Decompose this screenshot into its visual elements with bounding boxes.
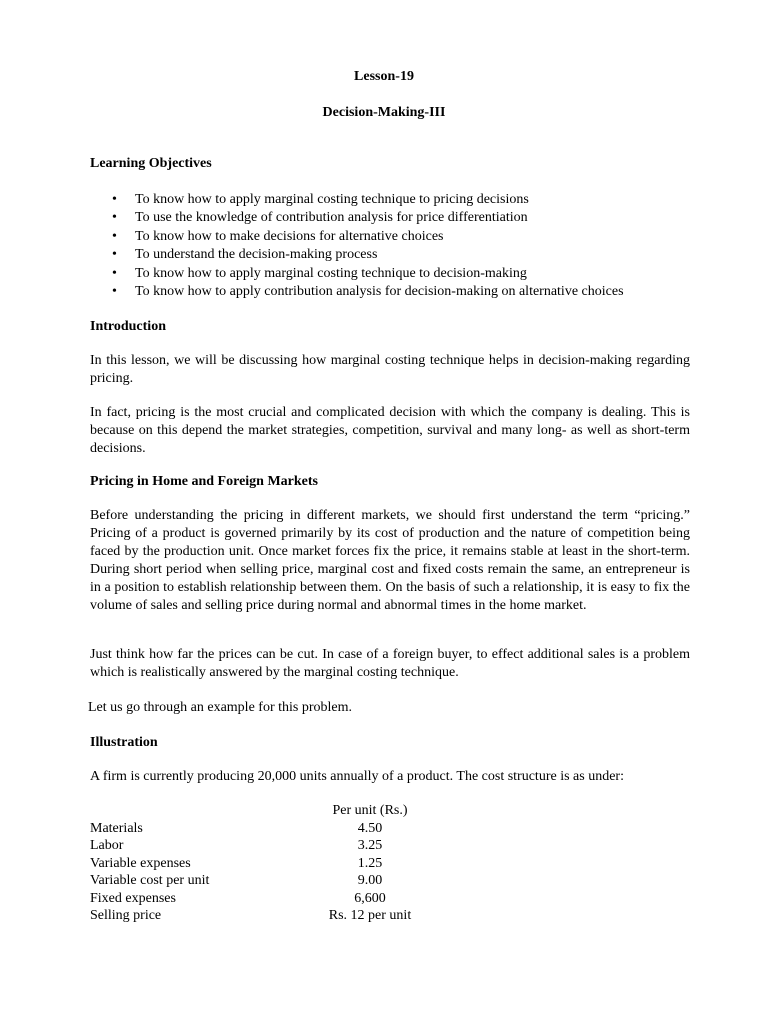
list-item: [90, 283, 624, 301]
bullet-icon: •: [112, 265, 117, 281]
list-item: [90, 265, 624, 283]
bullet-icon: •: [112, 283, 117, 299]
list-item: [90, 191, 624, 209]
row-value: 3.25: [357, 838, 383, 853]
list-item-text: To know how to apply marginal costing technique to pricing decisions: [135, 192, 529, 207]
row-value: 9.00: [357, 873, 383, 888]
pricing-heading: Pricing in Home and Foreign Markets: [90, 474, 318, 489]
list-item-text: To know how to make decisions for alternative choices: [135, 228, 444, 244]
pricing-paragraph-2: Just think how far the prices can be cut. In case of a foreign buyer, to effect additional sales is a problem which is realistically answered by the marginal costing technique.: [90, 647, 690, 680]
objectives-list: [90, 191, 624, 301]
list-item: [90, 228, 624, 246]
list-item-text: To know how to apply contribution analysis for decision-making on alternative choices: [135, 283, 624, 299]
table-row: [90, 855, 450, 873]
list-item-text: To use the knowledge of contribution analysis for price differentiation: [135, 210, 528, 226]
table-row: [90, 907, 450, 925]
list-item-text: To know how to apply marginal costing technique to decision-making: [135, 265, 527, 281]
table-row: [90, 872, 450, 890]
page-title: Decision-Making-III: [322, 105, 446, 120]
table-row: [90, 820, 450, 838]
table-header-row: [90, 802, 450, 820]
row-value: 4.50: [357, 820, 383, 836]
row-label: Selling price: [90, 908, 162, 923]
row-value: 6,600: [354, 890, 386, 906]
table-row: [90, 837, 450, 855]
bullet-icon: •: [112, 210, 117, 226]
cost-structure-table: [90, 802, 450, 925]
introduction-heading: Introduction: [90, 319, 166, 334]
lesson-number: Lesson-19: [354, 69, 414, 84]
list-item: [90, 246, 624, 264]
introduction-paragraph-1: In this lesson, we will be discussing how marginal costing technique helps in decision-making regarding pricing.: [90, 353, 690, 386]
row-label: Variable expenses: [90, 855, 191, 871]
illustration-intro: A firm is currently producing 20,000 units annually of a product. The cost structure is as under:: [90, 769, 624, 784]
row-label: Fixed expenses: [90, 890, 176, 906]
introduction-paragraph-2: In fact, pricing is the most crucial and complicated decision with which the company is dealing. This is because on this depend the market strategies, competition, survival and many long- as well as short-term decisions.: [90, 405, 690, 456]
illustration-heading: Illustration: [90, 735, 158, 750]
pricing-paragraph-1: Before understanding the pricing in different markets, we should first understand the term “pricing.” Pricing of a product is governed primarily by its cost of production and the nature of competition being faced by the production unit. Once market forces fix the price, it remains stable at least in the short-term. During short period when selling price, marginal cost and fixed costs remain the same, an entrepreneur is in a position to establish relationship between them. On the basis of such a relationship, it is easy to fix the volume of sales and selling price during normal and abnormal times in the home market.: [90, 508, 690, 613]
row-label: Variable cost per unit: [90, 873, 210, 888]
pricing-paragraph-3: Let us go through an example for this problem.: [88, 700, 352, 715]
list-item: [90, 209, 624, 227]
table-row: [90, 890, 450, 908]
bullet-icon: •: [112, 228, 117, 244]
row-value: 1.25: [357, 855, 383, 871]
bullet-icon: •: [112, 192, 117, 207]
row-label: Labor: [90, 838, 124, 853]
row-value: Rs. 12 per unit: [328, 908, 412, 923]
objectives-heading: Learning Objectives: [90, 156, 212, 171]
row-label: Materials: [90, 820, 143, 836]
column-header: Per unit (Rs.): [332, 803, 408, 818]
bullet-icon: •: [112, 247, 117, 263]
list-item-text: To understand the decision-making process: [135, 247, 378, 263]
